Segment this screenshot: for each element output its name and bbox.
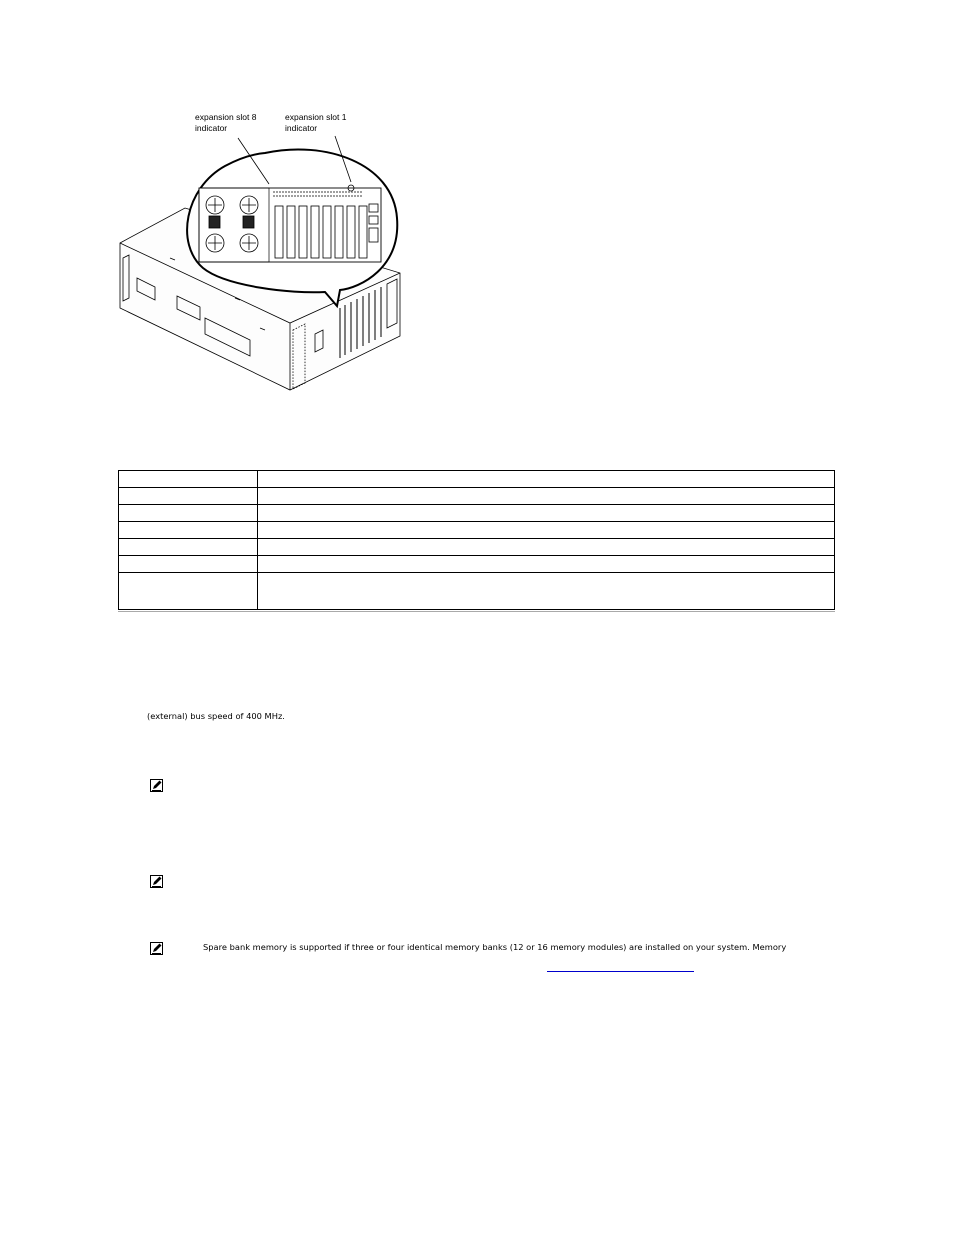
table-cell (119, 539, 258, 556)
table-row (119, 471, 835, 488)
table-row (119, 505, 835, 522)
table-cell (258, 556, 835, 573)
table-row (119, 539, 835, 556)
table-cell (258, 488, 835, 505)
table-cell (119, 522, 258, 539)
spec-table (118, 470, 835, 610)
link-underline[interactable] (547, 971, 694, 972)
table-cell (258, 573, 835, 610)
expansion-slot-indicators-figure (115, 108, 415, 393)
note-pencil-icon (150, 779, 163, 792)
server-chassis-illustration (115, 108, 415, 393)
table-cell (119, 471, 258, 488)
note-pencil-icon (150, 942, 163, 955)
table-row (119, 556, 835, 573)
table-row (119, 488, 835, 505)
table-row (119, 522, 835, 539)
table-cell (119, 488, 258, 505)
table-cell (258, 522, 835, 539)
bus-speed-text: (external) bus speed of 400 MHz. (147, 711, 285, 721)
callout-expansion-slot-8: expansion slot 8 indicator (195, 112, 257, 133)
note-pencil-icon (150, 875, 163, 888)
table-cell (119, 505, 258, 522)
table-cell (258, 471, 835, 488)
callout-expansion-slot-1: expansion slot 1 indicator (285, 112, 347, 133)
table-row (119, 573, 835, 610)
table-cell (258, 539, 835, 556)
table-cell (119, 573, 258, 610)
section-divider (118, 611, 835, 612)
table-cell (258, 505, 835, 522)
table-cell (119, 556, 258, 573)
spare-bank-note: Spare bank memory is supported if three or four identical memory banks (12 or 16 memory modules) are installed on your system. Memory (203, 942, 787, 952)
